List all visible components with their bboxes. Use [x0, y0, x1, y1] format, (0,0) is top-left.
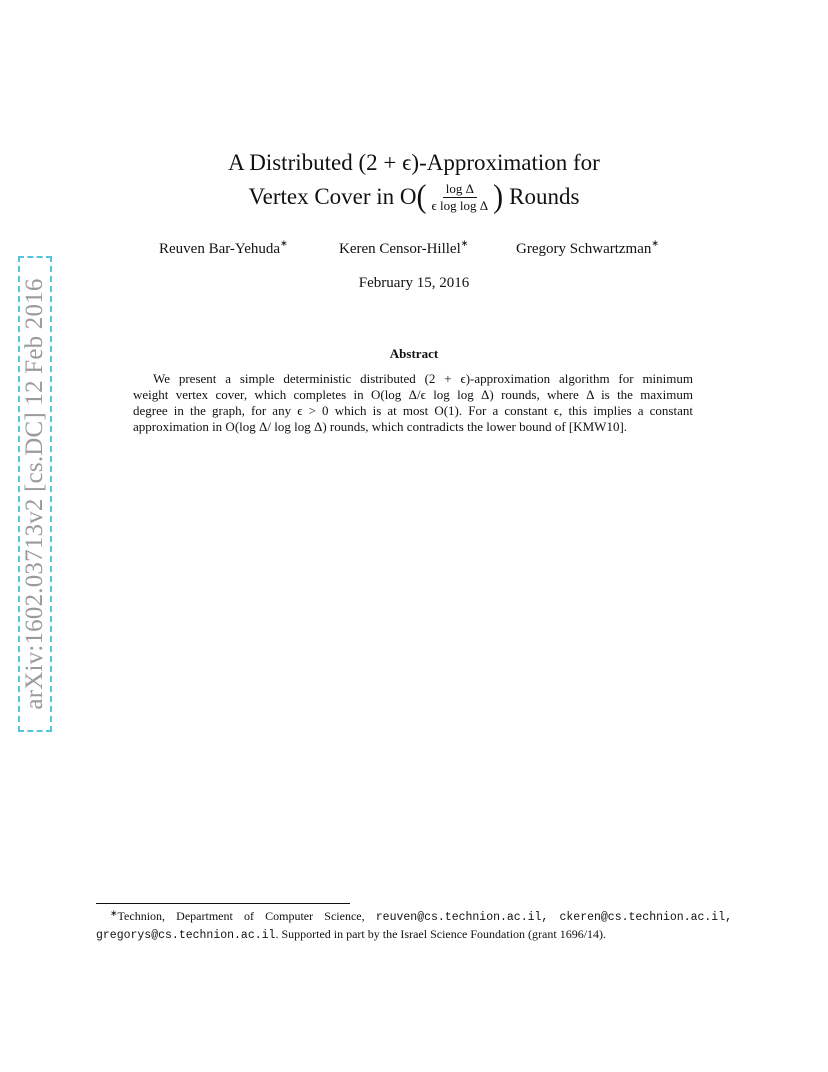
title-prefix: Vertex Cover in O [248, 184, 417, 209]
publication-date: February 15, 2016 [358, 275, 470, 291]
left-paren: ( [416, 178, 427, 215]
footnote [96, 908, 732, 944]
arxiv-identifier-stamp [18, 256, 52, 732]
right-paren: ) [493, 178, 504, 215]
title-fraction [429, 182, 492, 213]
footnote-line-2: gregorys@cs.technion.ac.il. Supported in part by the Israel Science Foundation (grant 1696/14). [96, 927, 607, 942]
paper-title-line-1: A Distributed (2 + ϵ)-Approximation for [228, 150, 600, 175]
author-3: Gregory Schwartzman∗ [516, 238, 659, 257]
abstract-heading: Abstract [389, 346, 439, 361]
author-2: Keren Censor-Hillel∗ [339, 238, 469, 257]
abstract-line-1: We present a simple deterministic distributed (2 + ϵ)-approximation algorithm for minimum [153, 371, 693, 386]
paper-title-line-2 [0, 180, 828, 214]
abstract-line-3: degree in the graph, for any ϵ > 0 which is at most O(1). For a constant ϵ, this implies a constant [133, 403, 693, 418]
email-link-3[interactable]: gregorys@cs.technion.ac.il [96, 929, 276, 942]
fraction-numerator: log Δ [443, 182, 477, 198]
footnote-line-1: ∗Technion, Department of Computer Science, reuven@cs.technion.ac.il, ckeren@cs.technion.ac.il, [110, 908, 733, 924]
abstract-body [133, 371, 693, 435]
author-1: Reuven Bar-Yehuda∗ [159, 238, 288, 257]
title-suffix: Rounds [509, 184, 580, 209]
abstract-line-4: approximation in O(log Δ/ log log Δ) rounds, which contradicts the lower bound of [KMW10]. [133, 419, 628, 434]
email-link-2[interactable]: ckeren@cs.technion.ac.il, [559, 911, 733, 924]
footnote-rule [96, 903, 350, 904]
arxiv-identifier-text: arXiv:1602.03713v2 [cs.DC] 12 Feb 2016 [21, 278, 48, 710]
fraction-denominator: ϵ log log Δ [431, 197, 489, 213]
abstract-line-2: weight vertex cover, which completes in O(log Δ/ϵ log log Δ) rounds, where Δ is the maximum [133, 387, 693, 402]
email-link-1[interactable]: reuven@cs.technion.ac.il, [375, 911, 549, 924]
